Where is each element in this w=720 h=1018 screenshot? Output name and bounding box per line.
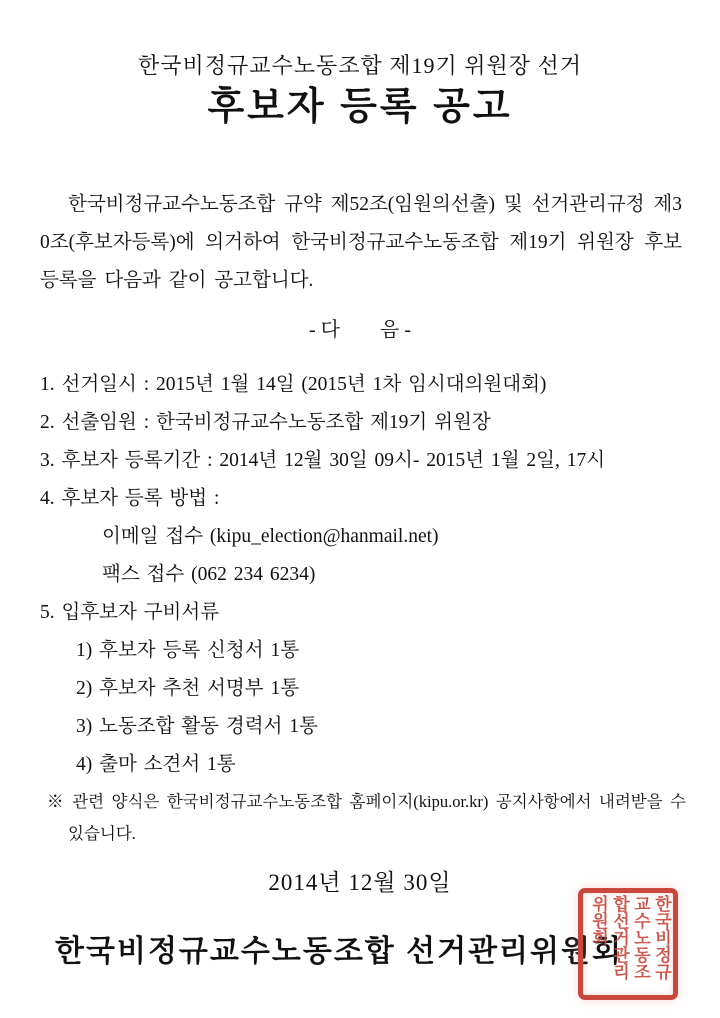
intro-paragraph: 한국비정규교수노동조합 규약 제52조(임원의선출) 및 선거관리규정 제30조(후보자등록)에 의거하여 한국비정규교수노동조합 제19기 위원장 후보등록을 다음과 같이 공고합니다. [40,194,682,291]
section-divider: - 다 음 - [309,319,411,341]
list-subitem-union-activity-record: 3) 노동조합 활동 경력서 1통 [76,716,318,737]
list-subitem-application-form: 1) 후보자 등록 신청서 1통 [76,640,300,661]
download-note: ※ 관련 양식은 한국비정규교수노동조합 홈페이지(kipu.or.kr) 공지사항에서 내려받을 수 있습니다. [47,792,686,843]
list-item-registration-method: 4. 후보자 등록 방법 : [40,488,220,509]
announcement-list [40,366,680,784]
list-subitem-candidacy-statement: 4) 출마 소견서 1통 [76,754,236,775]
issue-date: 2014년 12월 30일 [268,870,452,895]
list-item-elected-officer: 2. 선출임원 : 한국비정규교수노동조합 제19기 위원장 [40,412,491,433]
official-seal-text: 한국비정규교수노동조합선거관리위원회 [589,895,671,980]
list-item-election-date: 1. 선거일시 : 2015년 1월 14일 (2015년 1차 임시대의원대회) [40,374,547,395]
list-item-required-documents: 5. 입후보자 구비서류 [40,602,220,623]
page-title: 후보자 등록 공고 [207,86,513,128]
list-item-email-submission: 이메일 접수 (kipu_election@hanmail.net) [102,526,439,547]
official-seal-stamp [578,888,678,1000]
list-item-registration-period: 3. 후보자 등록기간 : 2014년 12월 30일 09시- 2015년 1월 2일, 17시 [40,450,606,471]
issuing-organization: 한국비정규교수노동조합 선거관리위원회 [55,935,623,968]
election-title-line: 한국비정규교수노동조합 제19기 위원장 선거 [137,53,583,78]
list-item-fax-submission: 팩스 접수 (062 234 6234) [102,564,316,585]
list-subitem-recommendation-signatures: 2) 후보자 추천 서명부 1통 [76,678,300,699]
